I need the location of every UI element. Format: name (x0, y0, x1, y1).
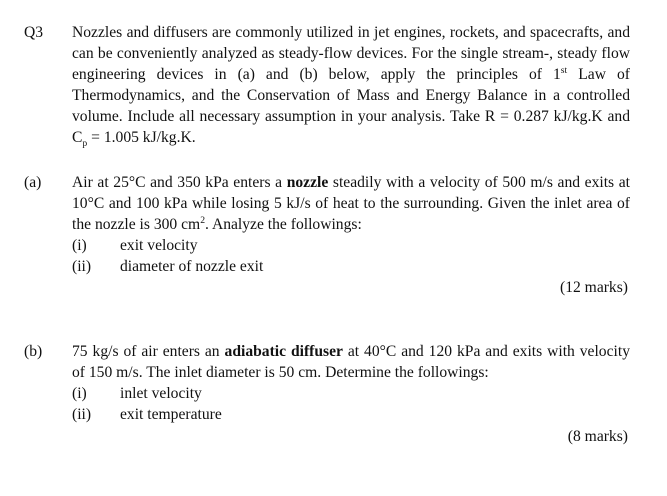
part-a-item-2 (72, 256, 572, 277)
item-text: inlet velocity (120, 385, 202, 402)
question-label: Q3 (24, 24, 44, 41)
item-text: exit temperature (120, 406, 222, 423)
item-number: (i) (72, 237, 87, 254)
part-a-text: Air at 25°C and 350 kPa enters a nozzle steadily with a velocity of 500 m/s and exits at 10°C and 100 kPa while losing 5 kJ/s of heat to the surrounding. Given the inlet area of the nozzle is 300 $cm^2$. Analyze the followings: (72, 174, 630, 233)
item-number: (i) (72, 385, 87, 402)
item-number: (ii) (72, 406, 92, 423)
question-intro: Nozzles and diffusers are commonly utilized in jet engines, rockets, and spacecrafts, and can be conveniently analyzed as steady-flow devices. For the single stream-, steady flow engineering devices in (a) and (b) below, apply the principles of 1st Law of Thermodynamics, and the Conservation of Mass and Energy Balance in a controlled volume. Include all necessary assumption in your analysis. Take R = 0.287 kJ/kg.K and $C_p = 1.005$ kJ/kg.K. (72, 24, 630, 150)
part-b-item-2 (72, 404, 572, 425)
item-number: (ii) (72, 258, 92, 275)
part-b-text: 75 kg/s of air enters an adiabatic diffuser at 40°C and 120 kPa and exits with velocity of 150 m/s. The inlet diameter is 50 cm. Determine the followings: (72, 343, 630, 381)
part-a-label: (a) (24, 174, 42, 191)
part-b-label: (b) (24, 343, 43, 360)
part-a-marks: (12 marks) (560, 279, 628, 296)
part-a-item-1 (72, 235, 572, 256)
item-text: exit velocity (120, 237, 198, 254)
item-text: diameter of nozzle exit (120, 258, 264, 275)
part-b-marks: (8 marks) (567, 428, 628, 445)
part-b-item-1 (72, 383, 572, 404)
